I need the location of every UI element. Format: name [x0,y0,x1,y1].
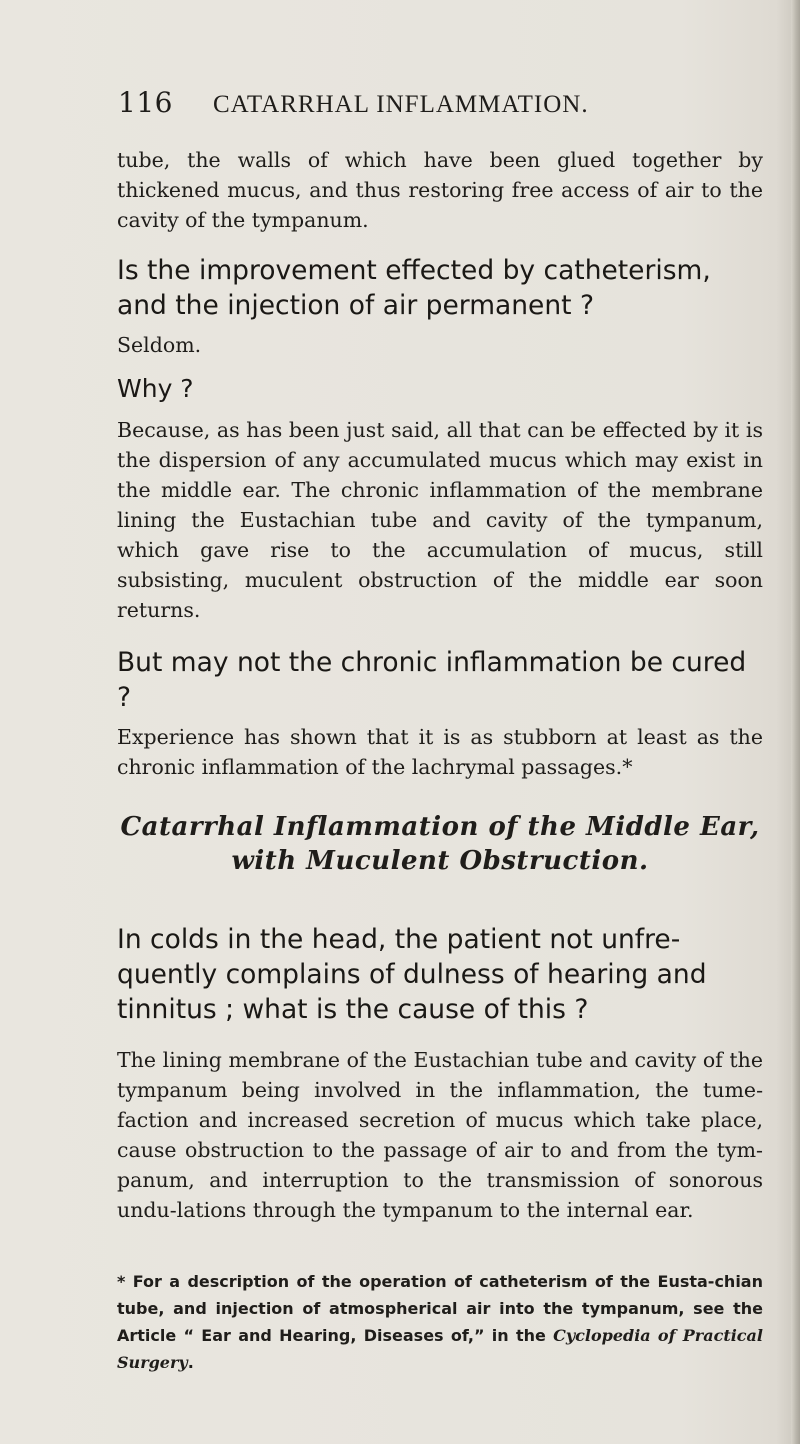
page-edge [791,0,800,1444]
answer-1 [117,330,763,360]
footnote [117,1268,763,1376]
answer-text: Seldom. [117,333,202,357]
question-3 [117,645,763,715]
page-header [118,86,778,119]
answer-2 [117,415,763,625]
subheading-line-2: with Muculent Obstruction. [231,846,649,876]
question-2 [117,372,763,405]
answer-3 [117,722,763,782]
answer-text: The lining membrane of the Eustachian tube and cavity of the tympanum being involved in the inflammation, the tume-faction and increased secretion of mucus which take place, cause obstruction to the passage of air to and from the tym-panum, and interruption to the transmission of sonorous undu-lations through the tympanum to the internal ear. [117,1048,763,1222]
answer-text: Experience has shown that it is as stubborn at least as the chronic inflammation of the lachrymal passages.* [117,725,763,779]
body-text: tube, the walls of which have been glued together by thickened mucus, and thus restoring free access of air to the cavity of the tympanum. [117,148,763,232]
footnote-text [117,1268,763,1376]
question-4 [117,922,763,1027]
answer-4 [117,1045,763,1225]
question-text: In colds in the head, the patient not unfre-quently complains of dulness of hearing and tinnitus ; what is the cause of this ? [117,924,707,1025]
page-number: 116 [118,86,173,119]
question-text: Why ? [117,374,194,403]
footnote-reference: Cyclopedia of Practical Surgery [117,1326,763,1372]
footnote-body: * For a description of the operation of catheterism of the Eusta-chian tube, and injection of atmospherical air into the tympanum, see the Article “ Ear and Hearing, Diseases of,” in the [117,1272,763,1345]
answer-text: Because, as has been just said, all that can be effected by it is the dispersion of any accumulated mucus which may exist in the middle ear. The chronic inflammation of the membrane lining the Eustachian tube and cavity of the tympanum, which gave rise to the accumulation of mucus, still subsisting, muculent obstruction of the middle ear soon returns. [117,418,763,622]
question-1 [117,253,763,323]
footnote-end: . [187,1353,194,1372]
running-title: CATARRHAL INFLAMMATION. [212,91,589,118]
section-subheading [117,810,763,878]
question-text: But may not the chronic inflammation be cured ? [117,647,747,713]
subheading-line-1: Catarrhal Inflammation of the Middle Ear, [120,812,760,842]
question-text: Is the improvement effected by catheterism, and the injection of air permanent ? [117,255,711,321]
paragraph-1 [117,145,763,235]
